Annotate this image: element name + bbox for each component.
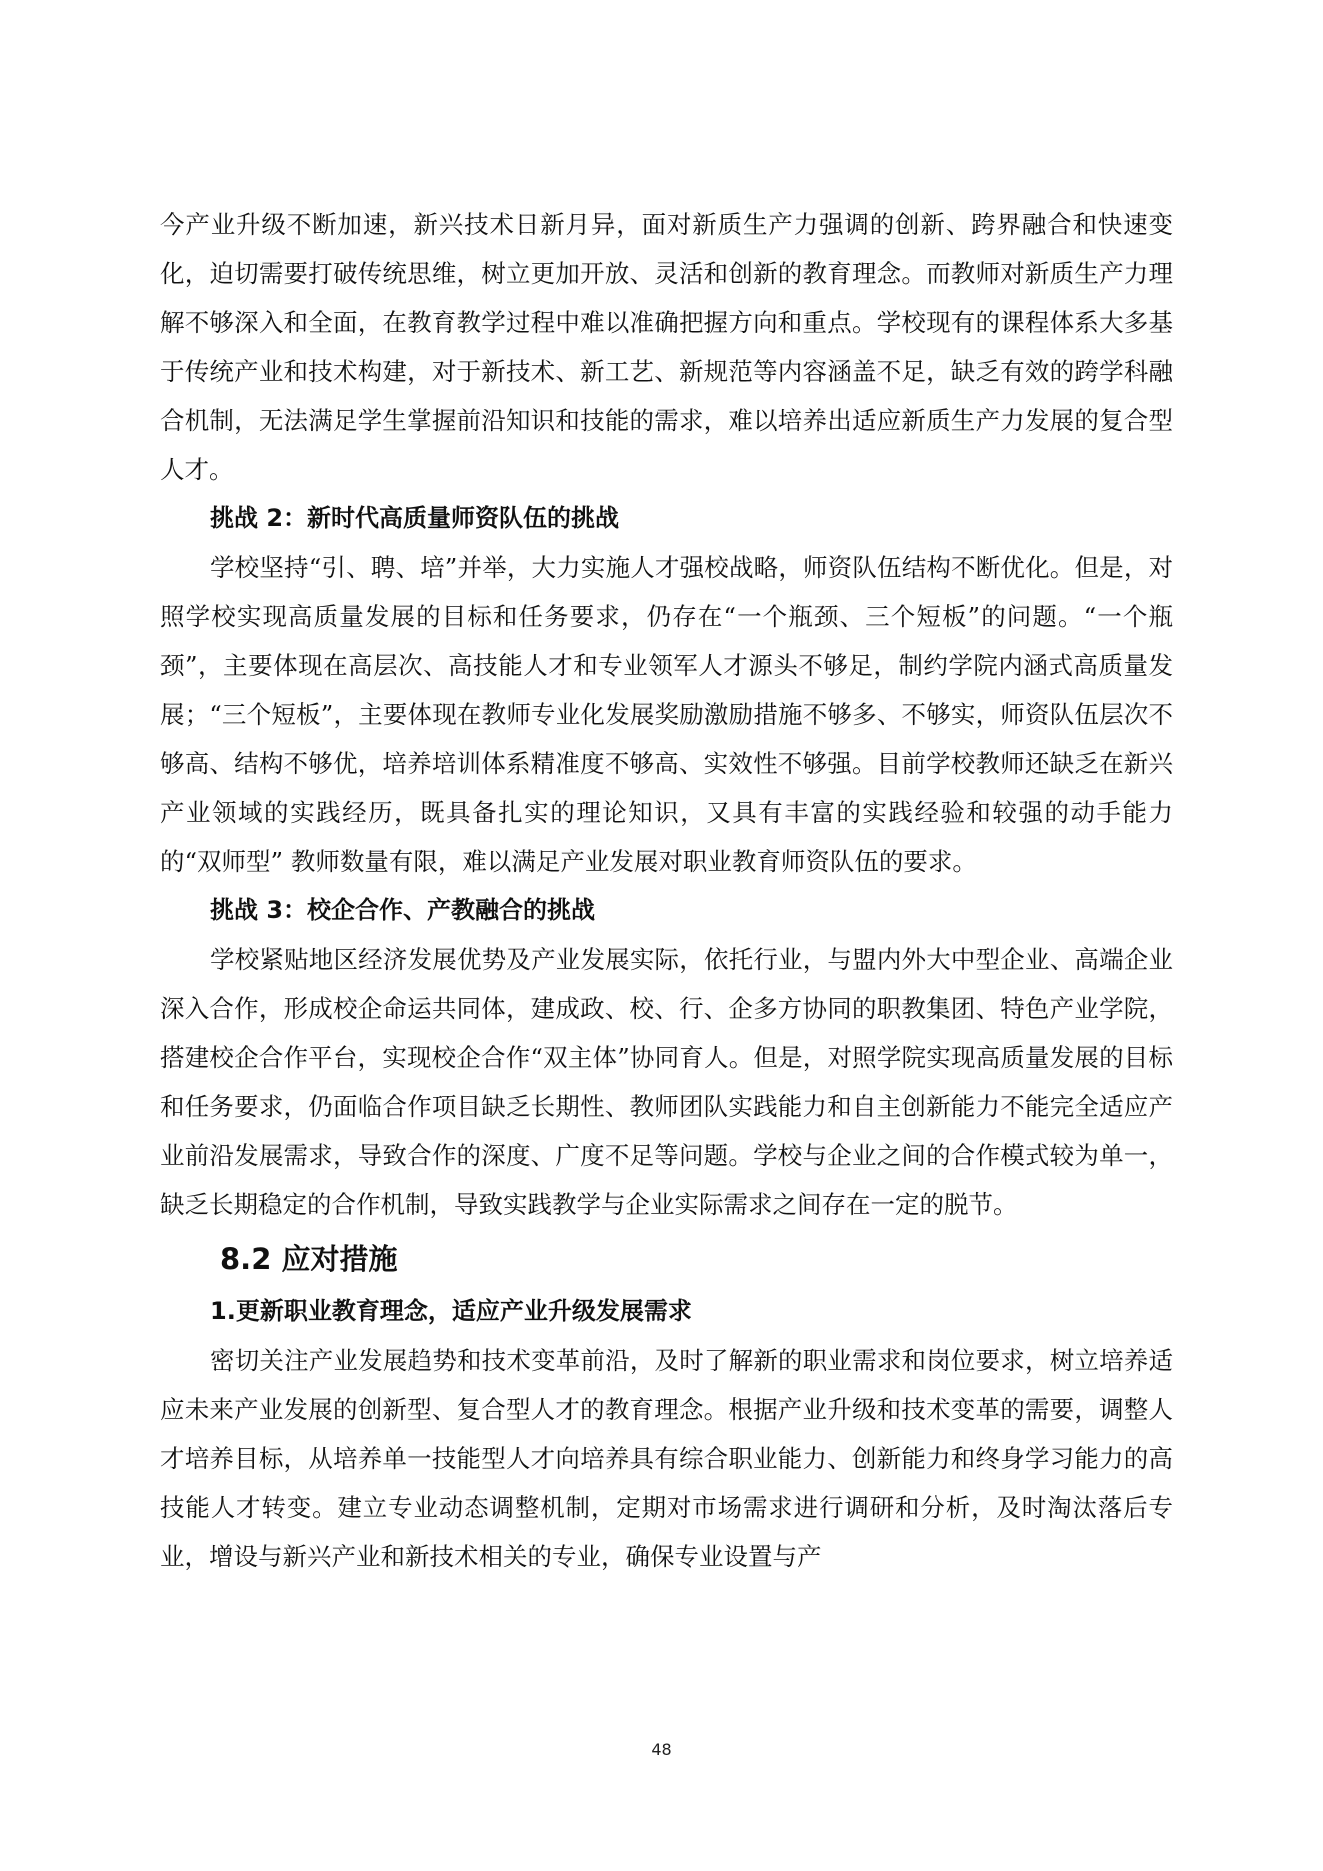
challenge-3-heading: 挑战 3：校企合作、产教融合的挑战 [210,896,596,924]
challenge-2-heading: 挑战 2：新时代高质量师资队伍的挑战 [210,504,620,532]
paragraph-challenge-3: 学校紧贴地区经济发展优势及产业发展实际，依托行业，与盟内外大中型企业、高端企业深入合作，形成校企命运共同体，建成政、校、行、企多方协同的职教集团、特色产业学院，搭建校企合作平台，实现校企合作“双主体”协同育人。但是，对照学院实现高质量发展的目标和任务要求，仍面临合作项目缺乏长期性、教师团队实践能力和自主创新能力不能完全适应产业前沿发展需求，导致合作的深度、广度不足等问题。学校与企业之间的合作模式较为单一，缺乏长期稳定的合作机制，导致实践教学与企业实际需求之间存在一定的脱节。 [160,945,1173,1219]
section-heading-8-2: 8.2 应对措施 [220,1242,398,1276]
measure-1-heading: 1.更新职业教育理念，适应产业升级发展需求 [210,1297,692,1325]
document-page [160,200,1173,1581]
paragraph-continued: 今产业升级不断加速，新兴技术日新月异，面对新质生产力强调的创新、跨界融合和快速变化，迫切需要打破传统思维，树立更加开放、灵活和创新的教育理念。而教师对新质生产力理解不够深入和全面，在教育教学过程中难以准确把握方向和重点。学校现有的课程体系大多基于传统产业和技术构建，对于新技术、新工艺、新规范等内容涵盖不足，缺乏有效的跨学科融合机制，无法满足学生掌握前沿知识和技能的需求，难以培养出适应新质生产力发展的复合型人才。 [160,210,1173,484]
paragraph-measure-1: 密切关注产业发展趋势和技术变革前沿，及时了解新的职业需求和岗位要求，树立培养适应未来产业发展的创新型、复合型人才的教育理念。根据产业升级和技术变革的需要，调整人才培养目标，从培养单一技能型人才向培养具有综合职业能力、创新能力和终身学习能力的高技能人才转变。建立专业动态调整机制，定期对市场需求进行调研和分析，及时淘汰落后专业，增设与新兴产业和新技术相关的专业，确保专业设置与产 [160,1346,1173,1571]
paragraph-challenge-2: 学校坚持“引、聘、培”并举，大力实施人才强校战略，师资队伍结构不断优化。但是，对照学校实现高质量发展的目标和任务要求，仍存在“一个瓶颈、三个短板”的问题。“一个瓶颈”，主要体现在高层次、高技能人才和专业领军人才源头不够足，制约学院内涵式高质量发展；“三个短板”，主要体现在教师专业化发展奖励激励措施不够多、不够实，师资队伍层次不够高、结构不够优，培养培训体系精准度不够高、实效性不够强。目前学校教师还缺乏在新兴产业领域的实践经历，既具备扎实的理论知识，又具有丰富的实践经验和较强的动手能力的“双师型” 教师数量有限，难以满足产业发展对职业教育师资队伍的要求。 [160,553,1173,876]
page-number: 48 [651,1740,672,1759]
